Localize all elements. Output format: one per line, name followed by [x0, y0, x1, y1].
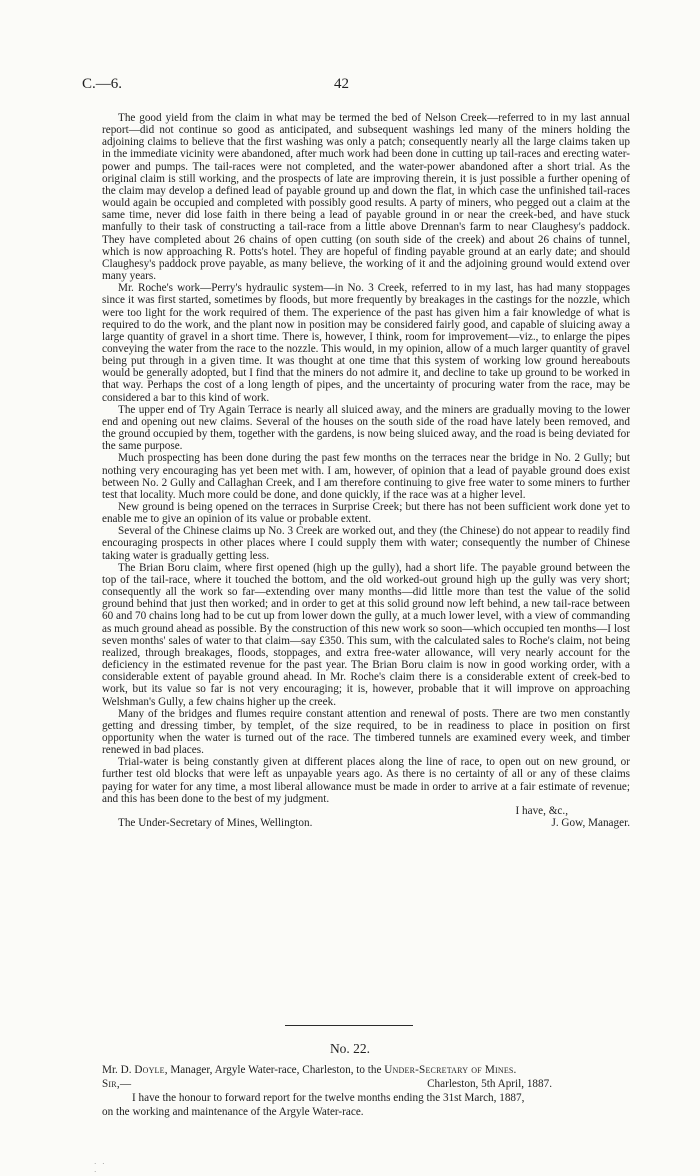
sender-name: Doyle — [134, 1064, 165, 1076]
sender-prefix: Mr. D. — [102, 1064, 132, 1076]
sender-details: , Manager, Argyle Water-race, Charleston, to the — [164, 1064, 382, 1076]
valediction: I have, &c., — [515, 804, 568, 817]
report-reference: C.—6. — [82, 76, 123, 92]
page-number: 42 — [334, 76, 349, 92]
report-body — [102, 112, 630, 829]
letter-title — [102, 1063, 630, 1077]
letter-number: No. 22. — [329, 1041, 371, 1056]
paragraph-brian-boru: The Brian Boru claim, where first opened (high up the gully), had a short life. The payable ground between the top of the tail-race, where it touched the bottom, and the old worked-out ground high up the gully was very short; consequently all the work so far—extending over many months—did little more than test the value of the solid ground behind that just then worked; and in order to get at this solid ground now left behind, a new tail-race between 60 and 70 chains long had to be cut up from lower down the gully, at a much lower level, with a view of commanding as much ground ahead as possible. By the construction of this new work so soon—which occupied ten months—I lost seven months' sales of water to that claim—say £350. This sum, with the calculated sales to Roche's claim, not being realized, through breakages, floods, stoppages, and extra free-water allowance, will very nearly account for the deficiency in the estimated revenue for the past year. The Brian Boru claim is now in good working order, with a considerable extent of payable ground ahead. In Mr. Roche's claim there is a considerable extent of creek-bed to work, but its value so far is not very encouraging; it is, however, probable that it will improve on approaching Welshman's Gully, a few chains higher up the creek. — [102, 561, 630, 708]
paragraph-chinese-claims: Several of the Chinese claims up No. 3 Creek are worked out, and they (the Chinese) do not appear to readily find encouraging prospects in other places where I could supply them with water; consequently the number of Chinese taking water is gradually getting less. — [102, 525, 630, 562]
paragraph-prospecting: Much prospecting has been done during the past few months on the terraces near the bridge in No. 2 Gully; but nothing very encouraging has yet been met with. I am, however, of opinion that a lead of payable ground does exist between No. 2 Gully and Callaghan Creek, and I am therefore continuing to give free water to some miners to further test that locality. Much more could be done, and done quickly, if the race was at a higher level. — [102, 452, 630, 501]
paragraph-roche-work: Mr. Roche's work—Perry's hydraulic system—in No. 3 Creek, referred to in my last, has had many stoppages since it was first started, sometimes by floods, but more frequently by breakages in the castings for the nozzle, which were too light for the work required of them. The experience of the past has given him a fair knowledge of what is required to do the work, and the plant now in position may be considered fairly good, and capable of sluicing away a large quantity of gravel in a short time. There is, however, I think, room for improvement—viz., to enlarge the pipes conveying the water from the race to the nozzle. This would, in my opinion, allow of a much larger quantity of gravel being put through in a given time. It was thought at one time that this system of working low ground hereabouts would be generally adopted, but I find that the miners do not admire it, and decline to take up ground to be worked in that way. Perhaps the cost of a long length of pipes, and the uncertainty of procuring water from the race, may be considered a bar to this kind of work. — [102, 282, 630, 404]
salutation-row — [102, 1077, 630, 1091]
signature: J. Gow, Manager. — [551, 817, 630, 830]
closing-row — [102, 817, 630, 829]
recipient: Under-Secretary of Mines. — [384, 1064, 517, 1076]
letter-header — [102, 1063, 630, 1119]
letter-opening-line: I have the honour to forward report for the twelve months ending the 31st March, 1887, — [132, 1092, 525, 1104]
addressee: The Under-Secretary of Mines, Wellington. — [118, 817, 313, 830]
paragraph-surprise-creek: New ground is being opened on the terraces in Surprise Creek; but there has not been sufficient work done yet to enable me to give an opinion of its value or probable extent. — [102, 501, 630, 526]
place-date: Charleston, 5th April, 1887. — [427, 1078, 552, 1090]
page-header — [82, 76, 622, 96]
section-divider — [285, 1025, 413, 1026]
salutation: Sir,— — [102, 1078, 132, 1090]
paragraph-trial-water: Trial-water is being constantly given at different places along the line of race, to open out on new ground, or further test old blocks that were left as unpayable years ago. As there is no certainty of all or any of these claims paying for water for any time, a most liberal allowance must be made in order to arrive at a fair estimate of revenue; and this has been done to the best of my judgment. — [102, 756, 630, 805]
footer-mark: · · · — [94, 1160, 107, 1176]
paragraph-bridges-flumes: Many of the bridges and flumes require constant attention and renewal of posts. There are two men constantly getting and dressing timber, by templet, of the size required, to be in readiness to place in position on first opportunity when the water is turned out of the race. The timbered tunnels are examined every week, and timber renewed in bad places. — [102, 707, 630, 757]
letter-opening-continuation: on the working and maintenance of the Argyle Water-race. — [102, 1106, 364, 1118]
paragraph-try-again-terrace: The upper end of Try Again Terrace is nearly all sluiced away, and the miners are gradually moving to the lower end and opening out new claims. Several of the houses on the south side of the road have lately been removed, and the ground occupied by them, together with the gardens, is now being sluiced away, and the road is being deviated for the same purpose. — [102, 403, 630, 453]
paragraph-nelson-creek: The good yield from the claim in what may be termed the bed of Nelson Creek—referred to in my last annual report—did not continue so good as anticipated, and subsequent washings led many of the miners holding the adjoining claims to believe that the first washing was only a patch; consequently nearly all the large claims taken up in the immediate vicinity were abandoned, after much work had been done in cutting up tail-races and erecting water-power and pumps. The tail-races were not completed, and the water-power abandoned after a short trial. As the original claim is still working, and the prospects of late are improving therein, it is just possible a further opening of the claim may develop a defined lead of payable ground up and down the flat, in which case the unfinished tail-races would again be occupied and completed with possibly good results. A party of miners, who pegged out a claim at the same time, never did lose faith in there being a lead of payable ground in or near the creek-bed, and have stuck manfully to their task of constructing a tail-race from a little above Drennan's farm to near Claughesy's paddock. They have completed about 26 chains of open cutting (on south side of the creek) and about 26 chains of tunnel, which is now approaching R. Potts's hotel. They are hopeful of finding payable ground at an early date; and should Claughesy's paddock prove payable, as many believe, the working of it and the adjoining ground would extend over many years. — [102, 112, 630, 283]
